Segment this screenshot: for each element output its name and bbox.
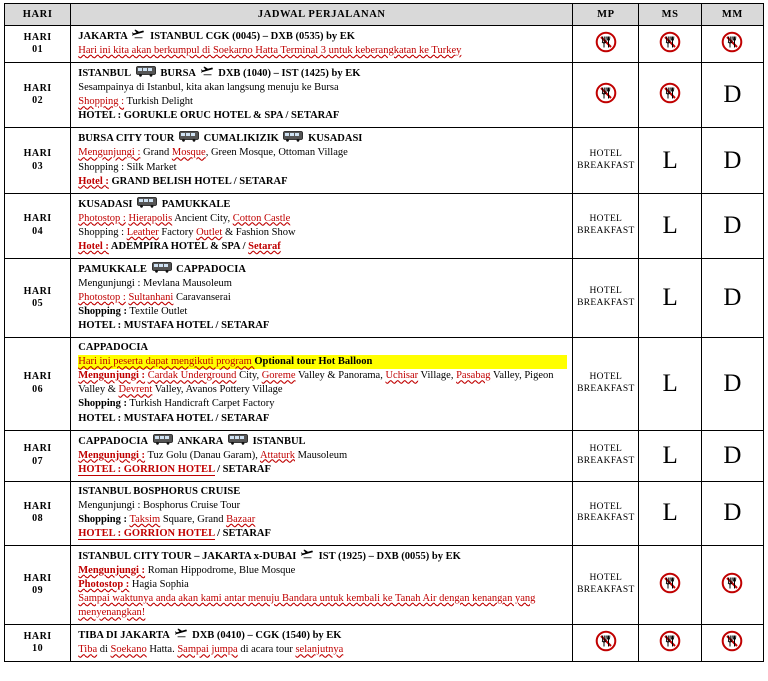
hotel-text: HOTEL (589, 286, 623, 297)
hotel-value-strike: Setaraf (248, 240, 281, 252)
table-row (5, 193, 764, 258)
no-meal-icon (659, 82, 681, 104)
ms-cell (639, 258, 701, 337)
route-origin: ISTANBUL (78, 68, 132, 80)
hotel-text: HOTEL (589, 148, 623, 159)
arrival-strike-1: Tiba (78, 644, 98, 656)
ms-cell (639, 546, 701, 625)
route-destination: ISTANBUL (150, 31, 204, 42)
schedule-cell (71, 430, 573, 481)
col-header-ms: MS (639, 4, 701, 26)
bus-icon (283, 131, 303, 142)
schedule-cell (71, 481, 573, 545)
photostop-value-strike: Sultanhani (128, 292, 174, 303)
day-cell (5, 63, 71, 128)
day-label: HARI (23, 213, 52, 225)
schedule-line: Mengunjungi : Bosphorus Cruise Tour (78, 499, 241, 511)
route-destination: CAPPADOCIA (176, 263, 246, 275)
route-origin: PAMUKKALE (78, 263, 147, 275)
schedule-cell (71, 26, 573, 63)
schedule-line: Mengunjungi : Tuz Golu (Danau Garam), Attaturk Mausoleum (78, 449, 348, 461)
airplane-icon (301, 549, 314, 560)
no-meal-icon (659, 31, 681, 53)
day-label: HARI (23, 572, 52, 584)
schedule-line: Mengunjungi : Grand Mosque, Green Mosque, Ottoman Village (78, 147, 348, 159)
shopping-value: Turkish Delight (124, 96, 193, 108)
schedule-line: Shopping : Silk Market (78, 161, 177, 173)
schedule-cell (71, 193, 573, 258)
mm-cell (701, 258, 763, 337)
hotel-label: HOTEL : GORRION HOTEL (78, 527, 215, 539)
lunch-mark: L (662, 211, 678, 239)
hotel-label: Hotel : (78, 175, 109, 187)
ms-cell (639, 481, 701, 545)
ms-cell (639, 128, 701, 193)
schedule-line: Shopping : Textile Outlet (78, 306, 188, 318)
mm-cell (701, 481, 763, 545)
hotel-label: Hotel : (78, 240, 109, 252)
route-origin: CAPPADOCIA (78, 435, 149, 447)
breakfast-text: BREAKFAST (577, 383, 635, 394)
breakfast-text: BREAKFAST (577, 298, 635, 309)
schedule-line: Photostop : Sultanhani Caravanserai (78, 292, 231, 303)
mm-cell (701, 26, 763, 63)
day-number: 08 (32, 513, 44, 525)
shopping-label: Shopping : (78, 513, 127, 525)
ms-cell (639, 430, 701, 481)
day-cell (5, 481, 71, 545)
schedule-line: Tiba di Soekano Hatta. Sampai jumpa di acara tour selanjutnya (78, 644, 344, 656)
route-destination: KUSADASI (308, 133, 363, 145)
schedule-line: Sesampainya di Istanbul, kita akan langsung menuju ke Bursa (78, 82, 339, 94)
schedule-cell (71, 338, 573, 430)
day-number: 04 (32, 225, 44, 237)
bus-icon (179, 131, 199, 142)
table-row (5, 546, 764, 625)
bus-icon (153, 434, 173, 445)
hotel-text: HOTEL (589, 372, 623, 382)
visit-strike-3: Uchisar (385, 370, 419, 382)
lunch-mark: L (662, 146, 678, 174)
schedule-cell (71, 128, 573, 193)
day-cell (5, 258, 71, 337)
route-middle: CUMALIKIZIK (203, 133, 279, 145)
day-cell (5, 193, 71, 258)
photostop-label: Photostop : (78, 579, 130, 591)
bus-icon (228, 434, 248, 445)
photostop-label: Photostop : (78, 212, 126, 224)
no-meal-icon (721, 572, 743, 594)
arrival-strike-2: Soekano (110, 644, 147, 656)
dinner-mark: D (723, 499, 742, 527)
visit-value: Grand (140, 147, 172, 159)
day-number: 03 (32, 160, 44, 172)
table-row (5, 625, 764, 662)
mp-cell (573, 481, 639, 545)
dinner-mark: D (723, 211, 742, 239)
no-meal-icon (721, 630, 743, 652)
bus-icon (137, 197, 157, 208)
lunch-mark: L (662, 499, 678, 527)
mm-cell (701, 63, 763, 128)
visit-strike-5: Devrent (118, 384, 153, 396)
itinerary-table (4, 3, 764, 662)
visit-strike: Attaturk (259, 449, 295, 461)
mm-cell (701, 128, 763, 193)
day-label: HARI (23, 371, 52, 383)
photostop-value-strike2: Cotton Castle (232, 212, 291, 224)
mm-cell (701, 625, 763, 662)
schedule-line: Shopping : Taksim Square, Grand Bazaar (78, 513, 256, 525)
day-label: HARI (23, 500, 52, 512)
schedule-cell (71, 258, 573, 337)
airplane-icon (201, 66, 214, 77)
hotel-value: / SETARAF (214, 463, 271, 475)
day-label: HARI (23, 285, 52, 297)
mp-cell (573, 625, 639, 662)
visit-label: Mengunjungi : (78, 565, 146, 577)
col-header-mm: MM (701, 4, 763, 26)
hotel-text: HOTEL (589, 573, 623, 584)
schedule-line (78, 95, 567, 109)
day-cell (5, 128, 71, 193)
hotel-text: HOTEL (589, 213, 623, 224)
table-row (5, 128, 764, 193)
shopping-label: Shopping : (78, 96, 125, 108)
hotel-line: HOTEL : MUSTAFA HOTEL / SETARAF (78, 320, 270, 332)
no-meal-icon (659, 572, 681, 594)
schedule-cell (71, 63, 573, 128)
hotel-line: HOTEL : GORUKLE ORUC HOTEL & SPA / SETARAF (78, 110, 340, 122)
route-destination: PAMUKKALE (161, 198, 231, 210)
optional-tour-line (78, 355, 567, 369)
route-origin: BURSA CITY TOUR (78, 133, 175, 145)
day-number: 02 (32, 95, 44, 107)
breakfast-text: BREAKFAST (577, 585, 635, 596)
breakfast-text: BREAKFAST (577, 513, 635, 524)
col-header-mp: MP (573, 4, 639, 26)
flight-detail: CGK (0045) – DXB (0535) by EK (205, 31, 355, 42)
hotel-value: ADEMPIRA HOTEL & SPA / (108, 240, 249, 252)
shopping-label: Shopping : (78, 398, 127, 410)
table-row (5, 481, 764, 545)
route-title: ISTANBUL BOSPHORUS CRUISE (78, 485, 241, 497)
mm-cell (701, 338, 763, 430)
photostop-value-strike: Hierapolis (128, 212, 173, 224)
schedule-line: Sampai waktunya anda akan kami antar menuju Bandara untuk kembali ke Tanah Air dengan kenangan yang menyenangkan! (78, 593, 536, 619)
lunch-mark: L (662, 284, 678, 312)
table-row (5, 63, 764, 128)
table-row (5, 258, 764, 337)
route-title: ISTANBUL CITY TOUR – JAKARTA x-DUBAI (78, 551, 297, 562)
route-origin: JAKARTA (78, 31, 128, 42)
visit-label: Mengunjungi : (78, 147, 141, 159)
mp-cell (573, 63, 639, 128)
route-destination: BURSA (160, 68, 196, 80)
day-label: HARI (23, 82, 52, 94)
route-title: TIBA DI JAKARTA (78, 630, 170, 642)
lunch-mark: L (662, 369, 678, 397)
schedule-line: Shopping : Turkish Handicraft Carpet Factory (78, 398, 275, 410)
dinner-mark: D (723, 81, 742, 109)
bus-icon (152, 262, 172, 273)
schedule-line: Hari ini kita akan berkumpul di Soekarno Hatta Terminal 3 untuk keberangkatan ke Turkey (78, 45, 462, 57)
visit-value-strike: Mosque (171, 147, 206, 159)
flight-detail: IST (1925) – DXB (0055) by EK (318, 551, 461, 562)
route-middle: ANKARA (177, 435, 224, 447)
mp-cell (573, 258, 639, 337)
day-cell (5, 430, 71, 481)
route-title: CAPPADOCIA (78, 342, 149, 354)
airplane-icon (175, 628, 188, 639)
photostop-label: Photostop : (78, 292, 126, 303)
table-header-row (5, 4, 764, 26)
dinner-mark: D (723, 284, 742, 312)
breakfast-text: BREAKFAST (577, 160, 635, 171)
day-number: 09 (32, 585, 44, 597)
shopping-strike2: Bazaar (226, 513, 256, 525)
schedule-cell (71, 546, 573, 625)
day-number: 01 (32, 44, 44, 56)
bus-icon (136, 66, 156, 77)
table-row (5, 338, 764, 430)
flight-detail: DXB (0410) – CGK (1540) by EK (192, 630, 342, 642)
shopping-strike2: Outlet (196, 226, 223, 238)
col-header-hari: HARI (5, 4, 71, 26)
visit-label: Mengunjungi : (78, 370, 146, 382)
day-label: HARI (23, 443, 52, 455)
day-cell (5, 625, 71, 662)
hotel-text: HOTEL (589, 443, 623, 454)
ms-cell (639, 63, 701, 128)
hotel-line (78, 240, 567, 254)
ms-cell (639, 193, 701, 258)
route-destination: ISTANBUL (252, 435, 306, 447)
breakfast-text: BREAKFAST (577, 225, 635, 236)
mp-cell (573, 128, 639, 193)
hotel-value: / SETARAF (214, 527, 271, 539)
hotel-line (78, 527, 567, 541)
shopping-strike: Taksim (129, 513, 161, 525)
schedule-line: Mengunjungi : Mevlana Mausoleum (78, 277, 232, 289)
no-meal-icon (595, 630, 617, 652)
day-cell (5, 546, 71, 625)
hotel-label: HOTEL : GORRION HOTEL (78, 463, 215, 475)
hotel-line (78, 175, 567, 189)
mm-cell (701, 546, 763, 625)
table-row (5, 430, 764, 481)
mp-cell (573, 430, 639, 481)
ms-cell (639, 26, 701, 63)
mp-cell (573, 338, 639, 430)
day-cell (5, 26, 71, 63)
arrival-strike-3: Sampai jumpa (177, 644, 238, 656)
schedule-line: Mengunjungi : Roman Hippodrome, Blue Mosque (78, 565, 296, 577)
mm-cell (701, 193, 763, 258)
ms-cell (639, 625, 701, 662)
optional-tour-name: Optional tour Hot Balloon (254, 356, 373, 368)
dinner-mark: D (723, 146, 742, 174)
arrival-strike-4: selanjutnya (295, 644, 344, 656)
hotel-line: HOTEL : MUSTAFA HOTEL / SETARAF (78, 412, 270, 424)
no-meal-icon (721, 31, 743, 53)
mp-cell (573, 546, 639, 625)
col-header-jadwal: JADWAL PERJALANAN (71, 4, 573, 26)
day-label: HARI (23, 148, 52, 159)
mp-cell (573, 193, 639, 258)
day-number: 06 (32, 383, 44, 395)
shopping-label: Shopping : (78, 306, 127, 318)
day-number: 05 (32, 298, 44, 310)
no-meal-icon (595, 82, 617, 104)
day-number: 07 (32, 455, 44, 467)
hotel-line (78, 463, 567, 477)
table-row (5, 26, 764, 63)
ms-cell (639, 338, 701, 430)
visit-strike-4: Pasabag (456, 370, 491, 382)
no-meal-icon (595, 31, 617, 53)
dinner-mark: D (723, 441, 742, 469)
breakfast-text: BREAKFAST (577, 455, 635, 466)
mp-cell (573, 26, 639, 63)
no-meal-icon (659, 630, 681, 652)
schedule-line: Photostop : Hagia Sophia (78, 579, 189, 591)
schedule-line: Photostop : Hierapolis Ancient City, Cotton Castle (78, 212, 291, 224)
lunch-mark: L (662, 441, 678, 469)
shopping-strike: Leather (126, 226, 159, 238)
day-number: 10 (32, 643, 44, 655)
schedule-cell (71, 625, 573, 662)
hotel-text: HOTEL (589, 501, 623, 512)
flight-detail: DXB (1040) – IST (1425) by EK (218, 68, 361, 80)
hotel-value: GRAND BELISH HOTEL / SETARAF (108, 175, 288, 187)
visit-label: Mengunjungi : (78, 449, 146, 461)
visit-strike-1: Cardak Underground (147, 370, 237, 382)
mm-cell (701, 430, 763, 481)
schedule-line: Shopping : Leather Factory Outlet & Fashion Show (78, 226, 296, 238)
day-label: HARI (23, 31, 52, 43)
day-label: HARI (23, 630, 52, 642)
schedule-line: Mengunjungi : Cardak Underground City, Goreme Valley & Panorama, Uchisar Village, Pasabag Valley, Pigeon Valley & Devrent Valley, Avanos Pottery Village (78, 370, 554, 396)
visit-strike-2: Goreme (261, 370, 296, 382)
optional-tour-text: Hari ini peserta dapat mengikuti program (78, 356, 255, 368)
dinner-mark: D (723, 369, 742, 397)
day-cell (5, 338, 71, 430)
airplane-icon (132, 29, 145, 40)
route-origin: KUSADASI (78, 198, 133, 210)
